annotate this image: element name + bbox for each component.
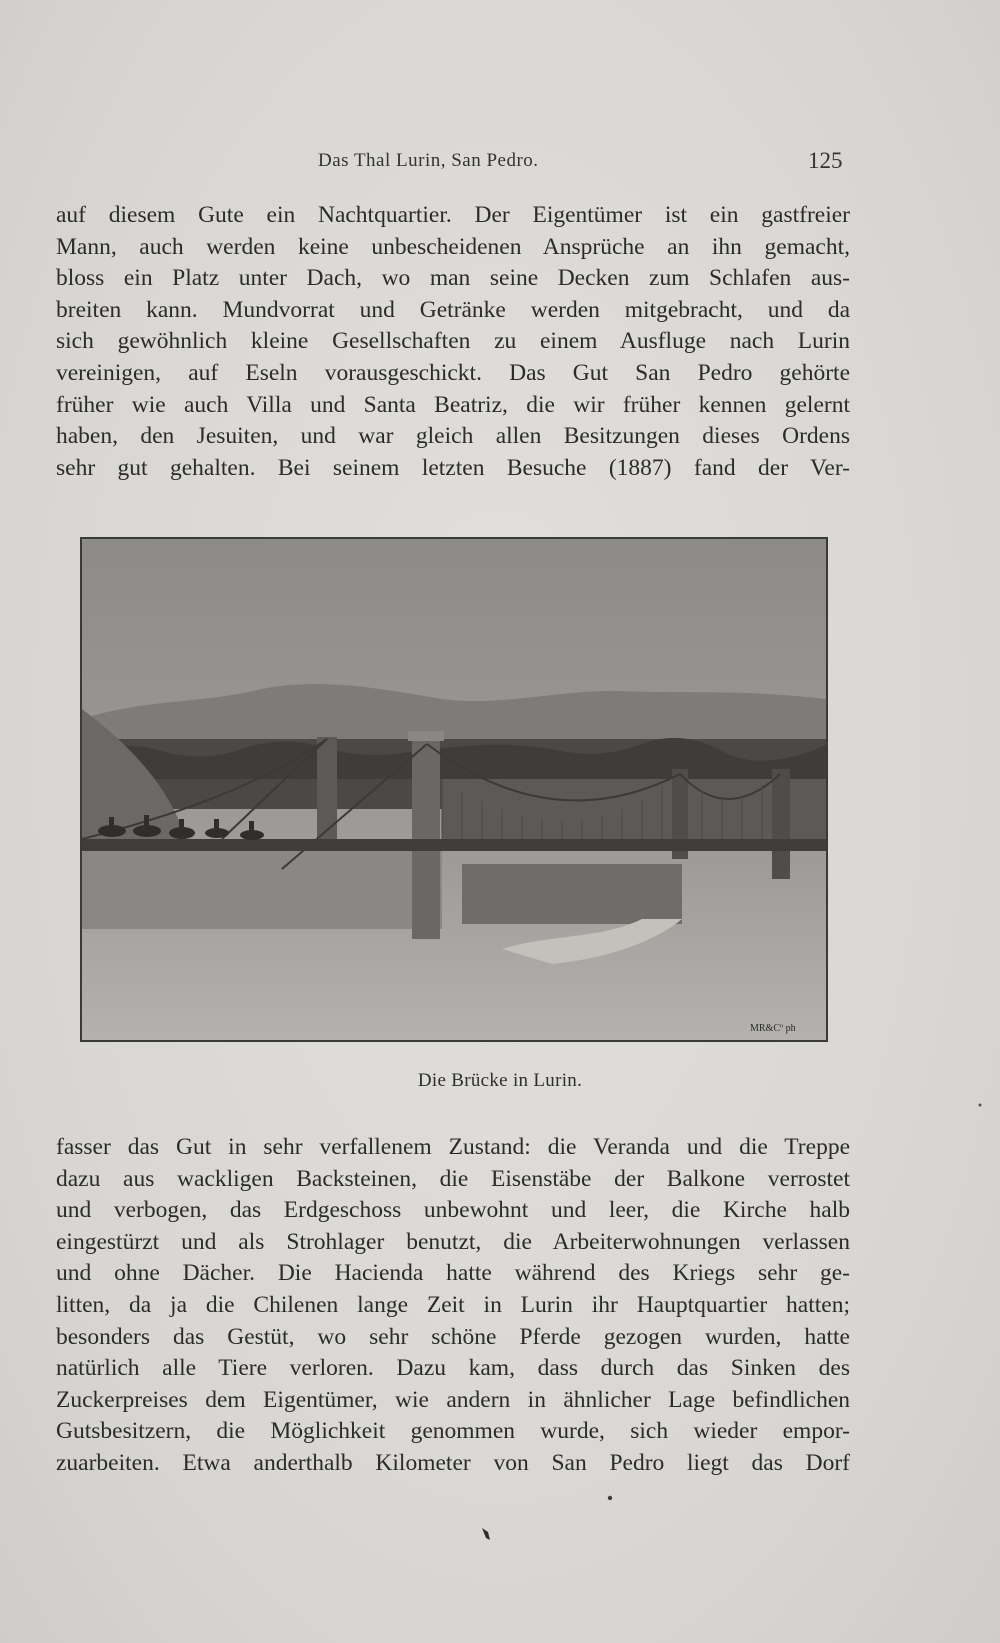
text-line: fasser das Gut in sehr verfallenem Zustand: die Veranda und die Treppe: [56, 1134, 850, 1160]
text-line: natürlich alle Tiere verloren. Dazu kam, dass durch das Sinken des: [56, 1355, 850, 1382]
text-line: dazu aus wackligen Backsteinen, die Eisenstäbe der Balkone verrostet: [56, 1165, 850, 1192]
figure-caption: Die Brücke in Lurin.: [417, 1070, 583, 1091]
text-line: sich gewöhnlich kleine Gesellschaften zu einem Ausfluge nach Lurin: [56, 328, 850, 355]
text-line: auf diesem Gute ein Nachtquartier. Der Eigentümer ist ein gastfreier: [56, 202, 850, 228]
text-line: litten, da ja die Chilenen lange Zeit in Lurin ihr Hauptquartier hatten;: [56, 1291, 850, 1318]
text-line: und ohne Dächer. Die Hacienda hatte während des Kriegs sehr ge-: [56, 1260, 850, 1287]
page-number: 125: [808, 148, 843, 173]
text-line: und verbogen, das Erdgeschoss unbewohnt und leer, die Kirche halb: [56, 1197, 850, 1224]
text-line: zuarbeiten. Etwa anderthalb Kilometer von San Pedro liegt das Dorf: [56, 1449, 850, 1476]
text-line: haben, den Jesuiten, und war gleich allen Besitzungen dieses Ordens: [56, 423, 850, 450]
text-line: besonders das Gestüt, wo sehr schöne Pferde gezogen wurden, hatte: [56, 1323, 850, 1350]
text-line: Zuckerpreises dem Eigentümer, wie andern in ähnlicher Lage befindlichen: [56, 1386, 850, 1413]
text-line: bloss ein Platz unter Dach, wo man seine Decken zum Schlafen aus-: [56, 265, 850, 292]
text-line: eingestürzt und als Strohlager benutzt, die Arbeiterwohnungen verlassen: [56, 1228, 850, 1255]
text-line: Gutsbesitzern, die Möglichkeit genommen wurde, sich wieder empor-: [56, 1418, 850, 1445]
engraver-mark: MR&Cº ph: [750, 1023, 796, 1034]
running-head: Das Thal Lurin, San Pedro.: [318, 150, 539, 171]
text-line: Mann, auch werden keine unbescheidenen Ansprüche an ihn gemacht,: [56, 233, 850, 260]
text-line: früher wie auch Villa und Santa Beatriz, die wir früher kennen gelernt: [56, 391, 850, 418]
text-line: sehr gut gehalten. Bei seinem letzten Besuche (1887) fand der Ver-: [56, 454, 850, 481]
text-line: vereinigen, auf Eseln vorausgeschickt. Das Gut San Pedro gehörte: [56, 359, 850, 386]
text-line: breiten kann. Mundvorrat und Getränke werden mitgebracht, und da: [56, 296, 850, 323]
